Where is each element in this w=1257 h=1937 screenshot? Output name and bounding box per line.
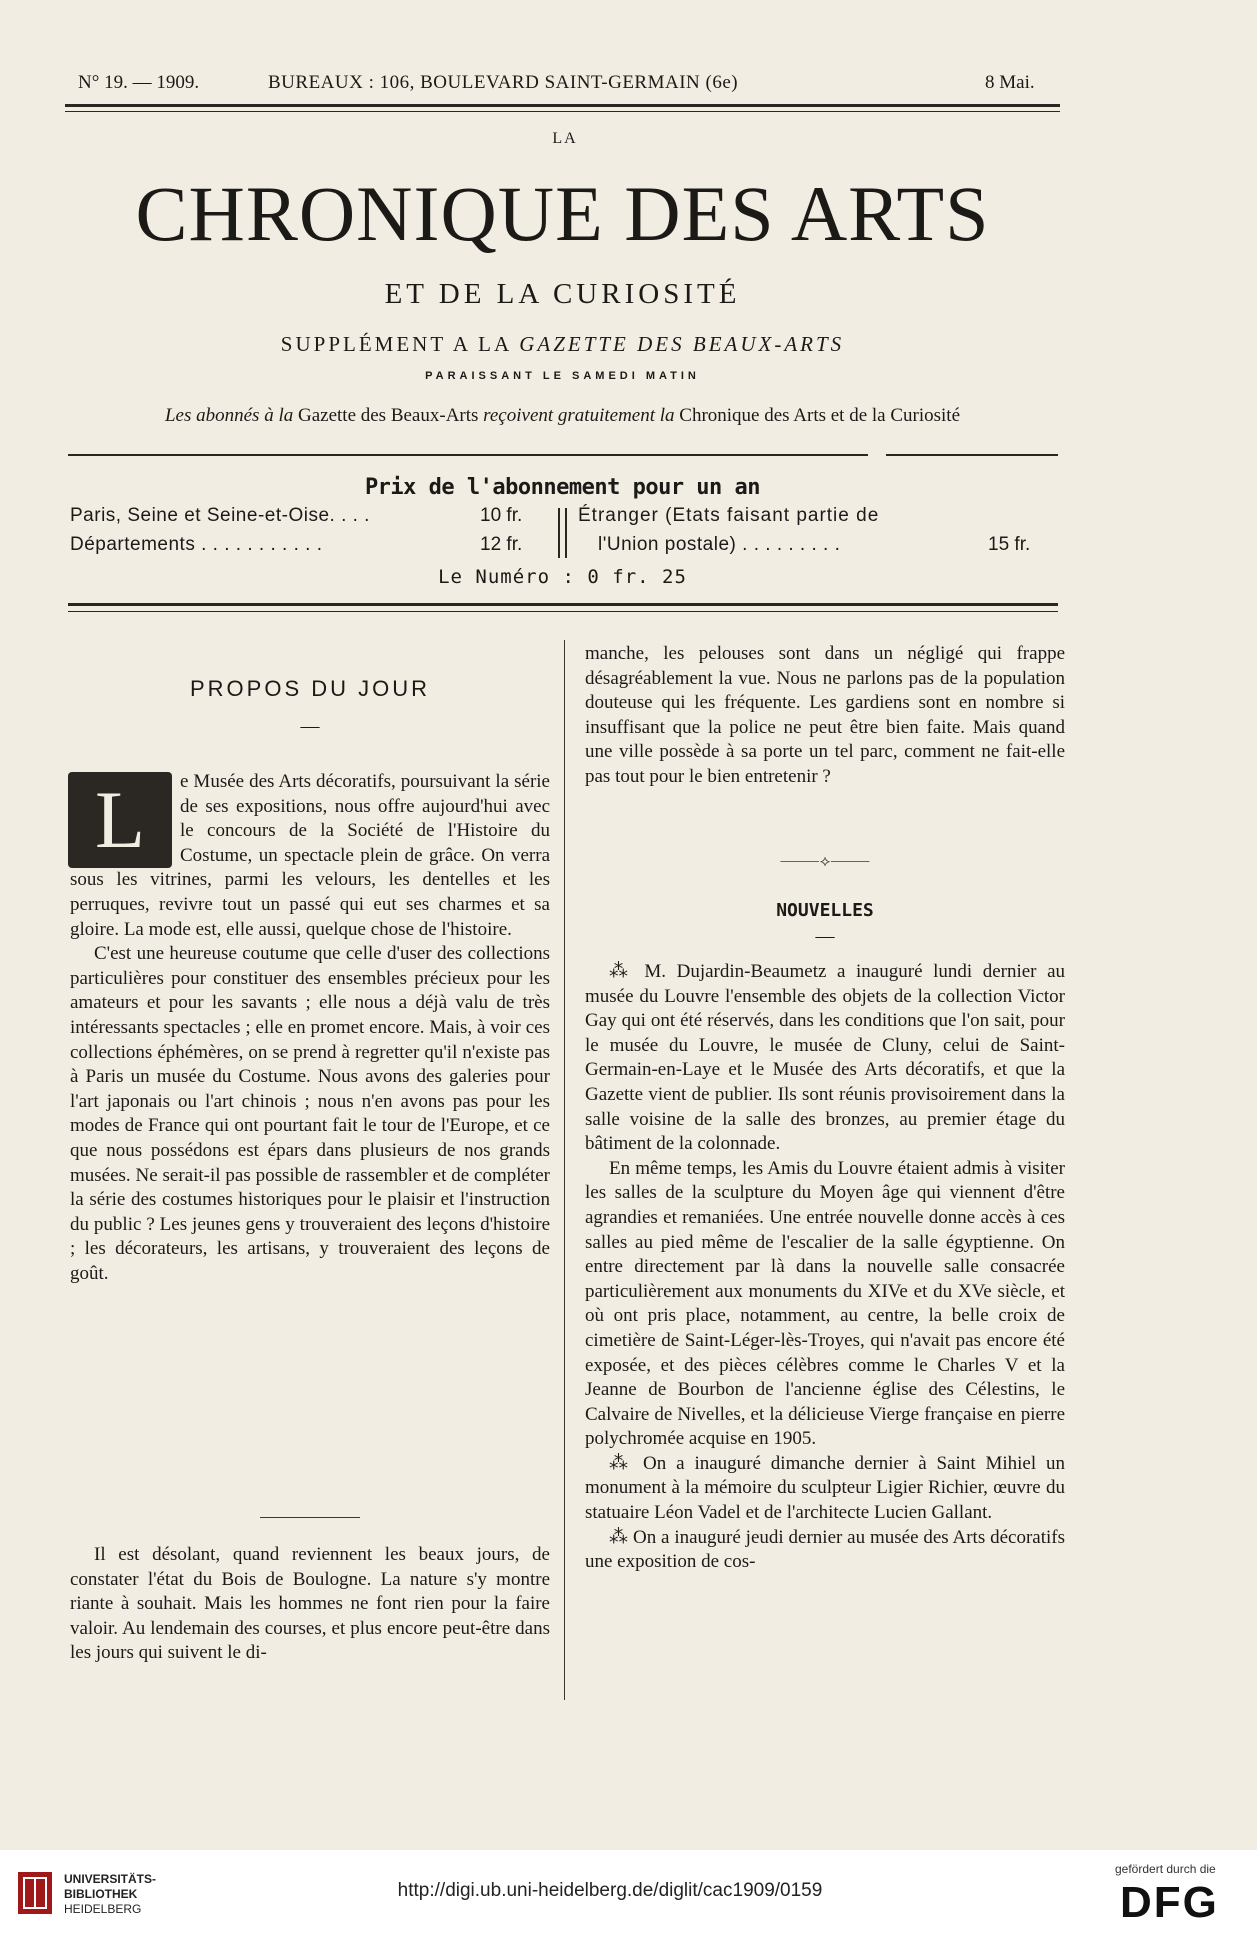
bois-article [70,1543,550,1666]
issue-price: Le Numéro : 0 fr. 25 [438,566,687,588]
column-divider [564,640,565,1700]
source-url[interactable]: http://digi.ub.uni-heidelberg.de/diglit/cac1909/0159 [397,1880,823,1901]
news-item-1-text: M. Dujardin-Beaumetz a inauguré lundi dernier au musée du Louvre l'ensemble des objets de la collection Victor Gay qui ont été réservés, dans les conditions que l'on sait, pour le musée du Louvre, le musée de Cluny, celui de Saint-Germain-en-Laye et le Musée des Arts décoratifs, et que la Gazette vient de publier. Ils sont réunis provisoirement dans la salle voisine de la salle des bronzes, au premier étage du bâtiment de la colonnade. [585,961,1066,1155]
price-departements-label: Départements . . . . . . . . . . . [70,534,323,555]
office-address: BUREAUX : 106, BOULEVARD SAINT-GERMAIN (6e) [268,72,739,93]
price-paris-label: Paris, Seine et Seine-et-Oise. . . . [70,505,370,526]
news-item-4-text: On a inauguré jeudi dernier au musée des Arts décoratifs une exposition de cos- [585,1526,1065,1573]
propos-article [70,770,550,1286]
bois-paragraph: Il est désolant, quand reviennent les beaux jours, de constater l'état du Bois de Boulogne. La nature s'y montre riante à souhait. Mais les hommes ne font rien pour la faire valoir. Au lendemain des courses, et plus encore peut-être dans les jours qui suivent le di- [70,1544,550,1664]
masthead-la: LA [552,130,578,147]
masthead-rule-left [68,454,868,456]
subscription-rule [68,603,1058,606]
supplement-gazette: GAZETTE DES BEAUX-ARTS [519,332,845,356]
news-item-3-text: On a inauguré dimanche dernier à Saint Mihiel un monument à la mémoire du sculpteur Ligier Richier, œuvre du statuaire Léon Vadel et de l'architecte Lucien Gallant. [585,1452,1066,1524]
issue-number: N° 19. — 1909. [78,72,200,93]
supplement-prefix: SUPPLÉMENT A LA [280,332,511,356]
schedule-line: PARAISSANT LE SAMEDI MATIN [425,370,700,382]
price-foreign-line2: l'Union postale) . . . . . . . . . [598,534,841,555]
news-item-1 [585,960,1065,1157]
library-logo-icon [16,1868,54,1918]
nouvelles-articles [585,960,1065,1575]
bois-paragraph-continued: manche, les pelouses sont dans un négligé qui frappe désagréablement la vue. Nous ne parlons pas de la population douteuse qui les fréquente. Les gardiens sont en nombre si insuffisant que la police ne peut être bien faite. Mais quand une ville possède à sa porte un tel parc, comment ne fait-elle pas tout pour le bien entretenir ? [585,643,1065,787]
price-paris-value: 10 fr. [480,505,523,526]
news-item-4 [585,1526,1065,1575]
notice-part-1: Les abonnés à la [164,405,294,426]
nouvelles-heading: NOUVELLES [776,900,874,921]
notice-part-2: Gazette des Beaux-Arts [297,405,479,426]
asterism-icon: ⁂ [609,1526,629,1548]
dropcap-ornament [68,772,172,868]
bois-article-continued [585,642,1065,790]
propos-paragraph-2: C'est une heureuse coutume que celle d'user des collections particulières pour constituer des ensembles précieux pour les amateurs et pour les savants ; elle nous a déjà valu de très intéressants spectacles ; elle en promet encore. Mais, à voir ces collections éphémères, on se prend à regretter qu'il n'existe pas à Paris un musée du Costume. Nous avons des galeries pour l'art japonais ou l'art chinois ; nous n'en avons pas pour les modes de France qui ont pourtant fait le tour de l'Europe, et ce que nous possédons est épars dans plusieurs de nos grands musées. Ne serait-il pas possible de rassembler et de compléter la série des costumes historiques pour le plaisir et l'instruction du public ? Les jeunes gens y trouveraient des leçons d'histoire ; les décorateurs, les artisans, y trouveraient des leçons de goût. [70,943,550,1284]
dfg-logo: DFG [1120,1878,1219,1927]
header-rule-thin [65,111,1060,112]
funder-text: gefördert durch die [1115,1862,1216,1876]
propos-dash: — [300,716,320,737]
price-foreign-line1: Étranger (Etats faisant partie de [578,505,880,526]
notice-part-3: reçoivent gratuitement la [483,405,675,426]
nouvelles-dash: — [815,926,835,947]
notice-part-4: Chronique des Arts et de la Curiosité [679,405,961,426]
header-rule [65,104,1060,107]
price-divider [558,508,567,558]
library-name-3: HEIDELBERG [64,1902,142,1916]
masthead-subtitle: ET DE LA CURIOSITÉ [384,278,741,310]
price-departements-value: 12 fr. [480,534,523,555]
subscription-rule-thin [68,611,1058,612]
digitization-footer [0,1850,1257,1937]
dropcap-letter: L [94,774,146,865]
asterism-icon: ⁂ [609,961,634,982]
supplement-line [60,332,1065,357]
library-name-1: UNIVERSITÄTS- [64,1872,157,1886]
masthead-rule-right [886,454,1058,456]
price-foreign-value: 15 fr. [988,534,1031,555]
news-item-3 [585,1452,1065,1526]
issue-date: 8 Mai. [985,72,1035,93]
propos-separator [260,1517,360,1518]
news-item-2: En même temps, les Amis du Louvre étaient admis à visiter les salles de la sculpture du Moyen âge qui viennent d'être agrandies et remaniées. Une entrée nouvelle donne accès à ces salles au pied même de l'escalier de la salle égyptienne. On entre directement par là dans la nouvelle salle consacrée particulièrement aux monuments du XIVe et du XVe siècle, et où ont pris place, notamment, au centre, la belle croix de cimetière de Saint-Léger-lès-Troyes, qui n'avait pas encore été exposée, et des pièces célèbres comme le Charles V et la Jeanne de Bourbon de l'ancienne église des Célestins, le Calvaire de Nivelles, et la délicieuse Vierge française en pierre polychromée acquise en 1905. [585,1157,1065,1450]
library-seal-icon [16,1868,54,1918]
masthead-title: CHRONIQUE DES ARTS [135,170,990,257]
propos-heading: PROPOS DU JOUR [189,676,431,701]
subscription-heading: Prix de l'abonnement pour un an [364,475,761,500]
library-name-2: BIBLIOTHEK [64,1887,138,1901]
asterism-icon: ⁂ [609,1452,634,1474]
subscriber-notice [60,405,1065,427]
section-ornament: ⸻⟡⸻ [779,853,871,870]
propos-paragraph-1: e Musée des Arts décoratifs, poursuivant la série de ses expositions, nous offre aujourd'hui avec le concours de la Société de l'Histoire du Costume, un spectacle plein de grâce. On verra sous les vitrines, parmi les velours, les dentelles et les perruques, revivre tout un passé qui eut ses charmes et sa gloire. La mode est, elle aussi, quelque chose de l'histoire. [70,771,550,940]
